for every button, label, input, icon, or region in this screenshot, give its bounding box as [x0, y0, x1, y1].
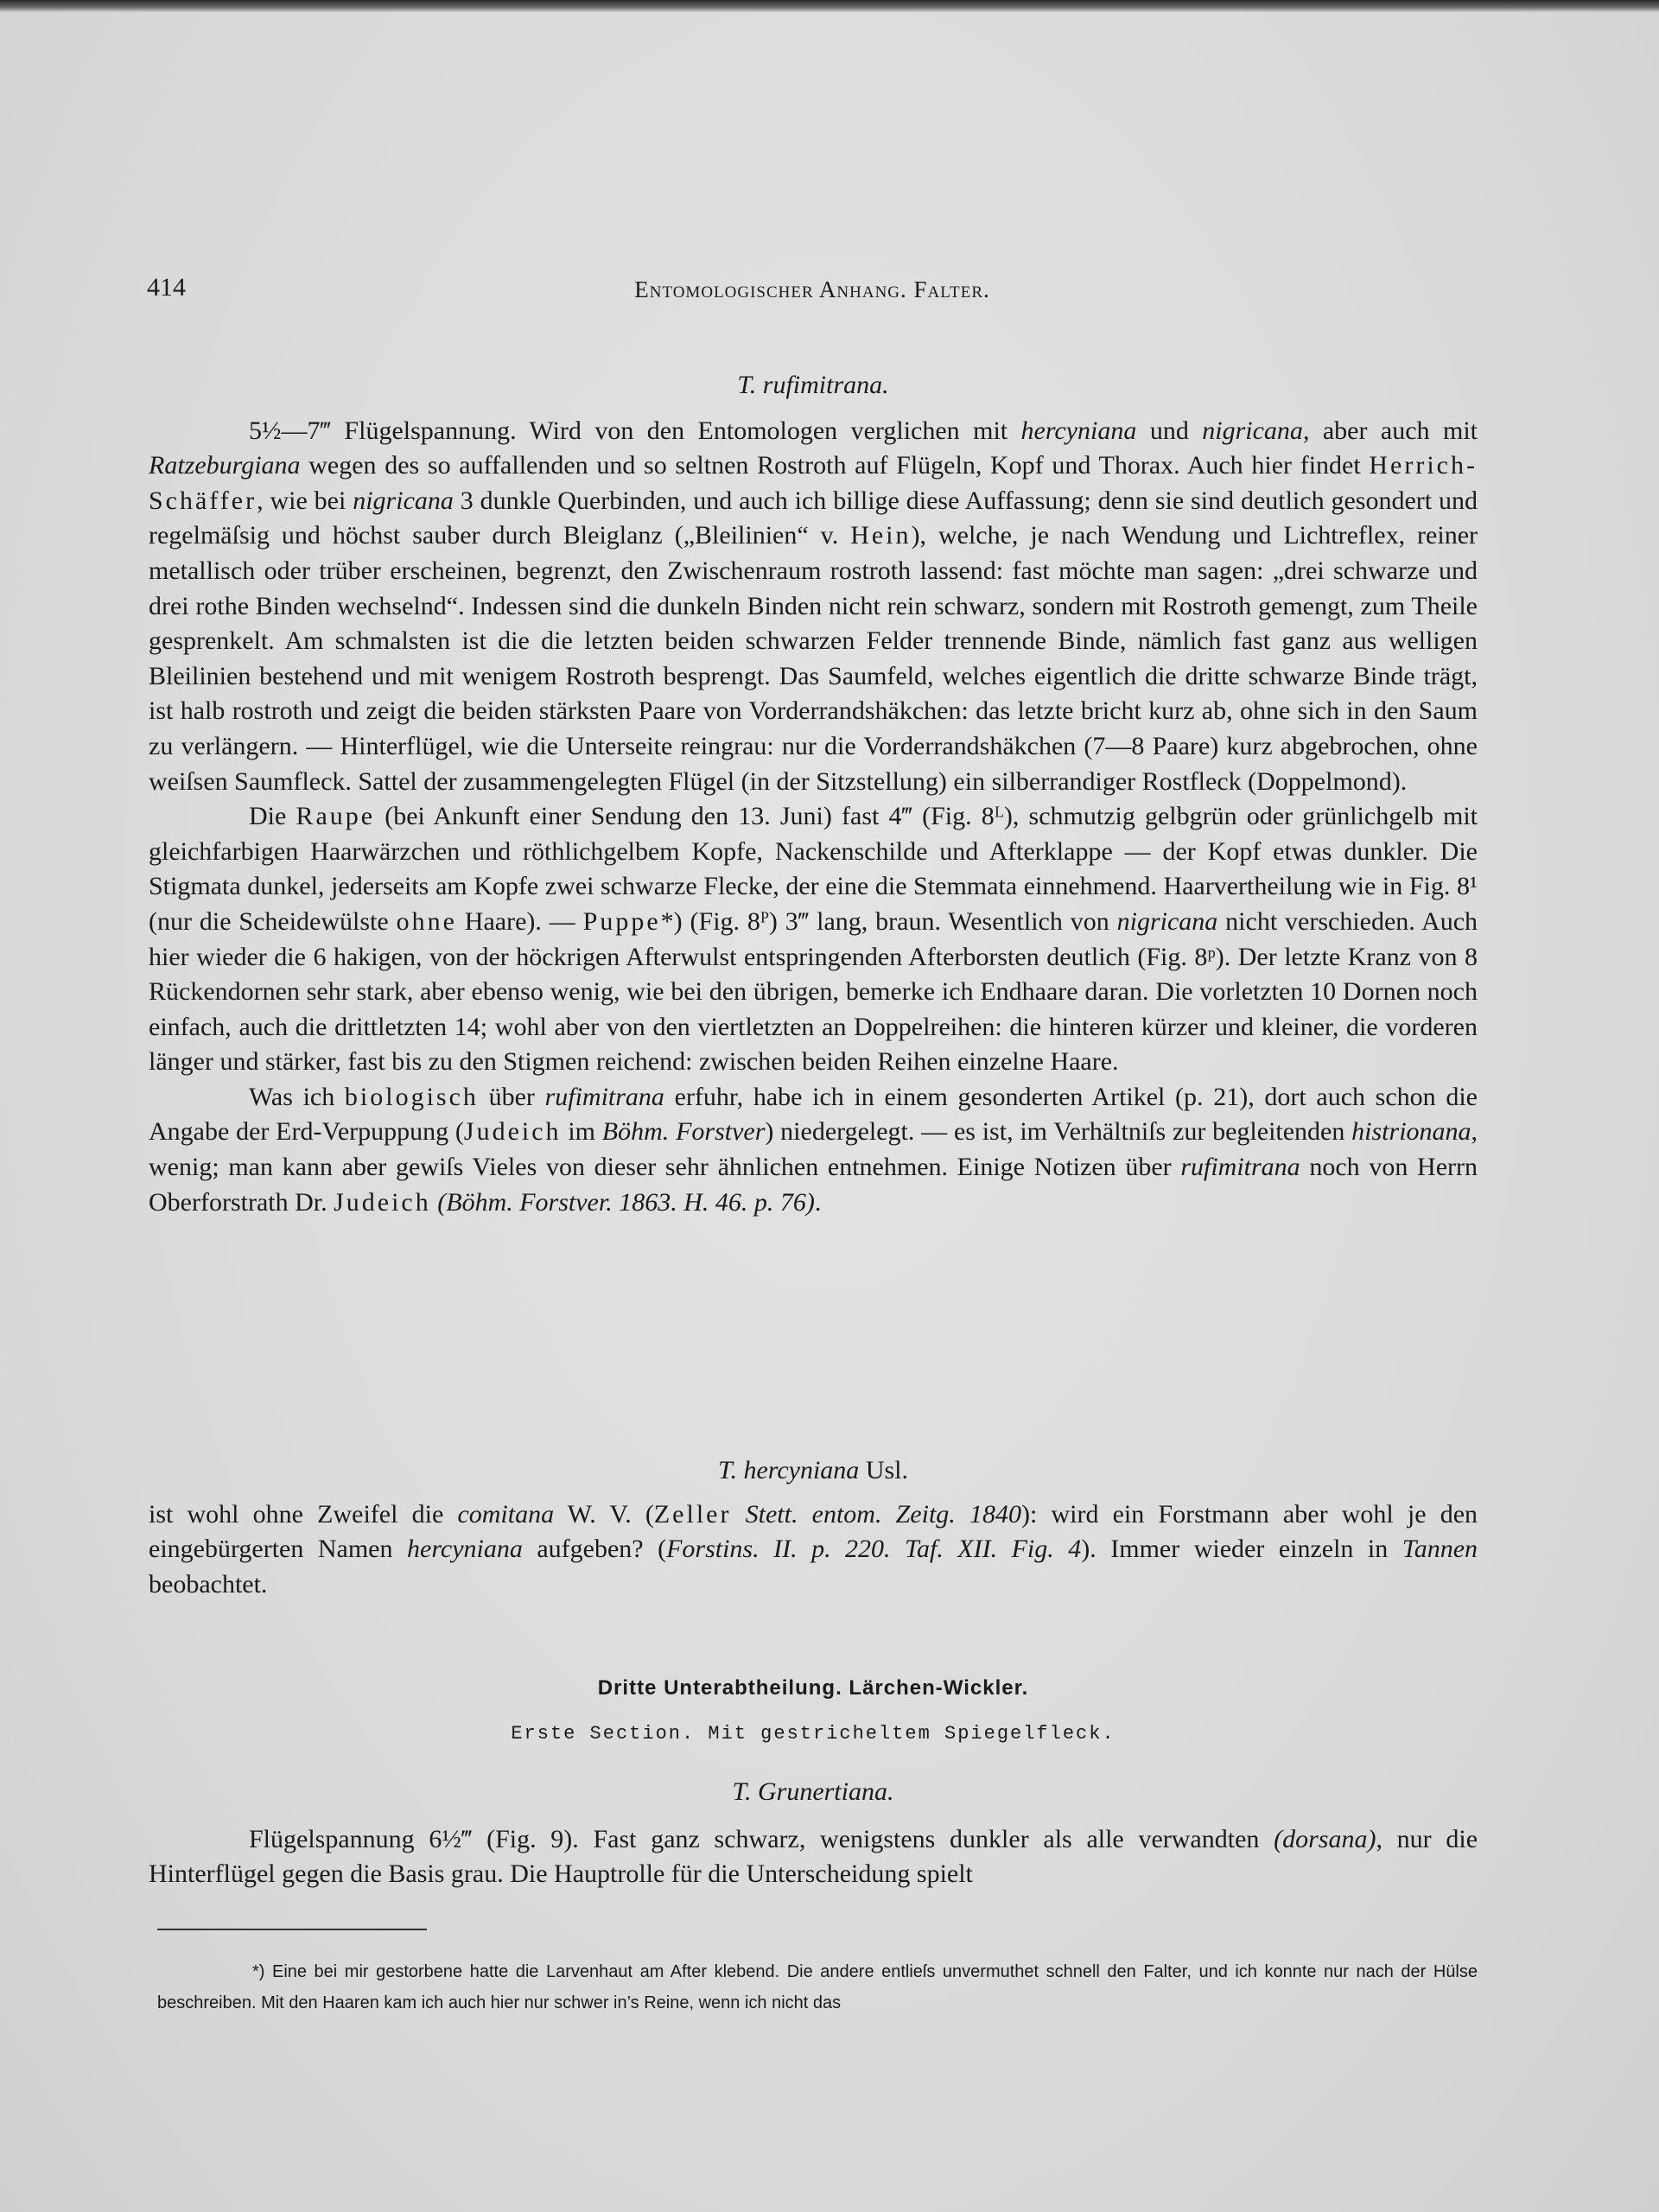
rufimitrana-paragraph-3: Was ich biologisch über rufimitrana erfuhr, habe ich in einem gesonderten Artikel (p. 21), dort auch schon die Angabe der Erd-Verpuppung (Judeich im Böhm. Forstver) niedergelegt. — es ist, im Verhältniſs zur begleitenden histrionana, wenig; man kann aber gewiſs Vieles von dieser sehr ähnlichen entnehmen. Einige Notizen über rufimitrana noch von Herrn Oberforstrath Dr. Judeich (Böhm. Forstver. 1863. H. 46. p. 76).: [149, 1082, 1478, 1217]
footnote: [157, 1956, 1478, 2018]
division-heading: Dritte Unterabtheilung. Lärchen-Wickler.: [597, 1676, 1029, 1700]
section-title-rufimitrana: T. rufimitrana.: [737, 371, 889, 399]
section-title-grunertiana: T. Grunertiana.: [732, 1777, 894, 1806]
division-subheading: Erste Section. Mit gestricheltem Spiegelfleck.: [511, 1723, 1116, 1745]
footnote-rule: [157, 1929, 427, 1930]
book-page: [0, 12, 1659, 2212]
page-number: 414: [147, 273, 186, 302]
section-title-hercyniana: T. hercyniana Usl.: [718, 1456, 908, 1484]
grunertiana-paragraph: Flügelspannung 6½‴ (Fig. 9). Fast ganz schwarz, wenigstens dunkler als alle verwandten (dorsana), nur die Hinterflügel gegen die Basis grau. Die Hauptrolle für die Unterscheidung spielt: [149, 1824, 1478, 1889]
running-title: Entomologischer Anhang. Falter.: [634, 276, 990, 302]
hercyniana-paragraph: ist wohl ohne Zweifel die comitana W. V. (Zeller Stett. entom. Zeitg. 1840): wird ein Forstmann aber wohl je den eingebürgerten Namen hercyniana aufgeben? (Forstins. II. p. 220. Taf. XII. Fig. 4). Immer wieder einzeln in Tannen beobachtet.: [149, 1499, 1478, 1599]
rufimitrana-paragraph-1: 5½—7‴ Flügelspannung. Wird von den Entomologen verglichen mit hercyniana und nigricana, aber auch mit Ratzeburgiana wegen des so auffallenden und so seltnen Rostroth auf Flügeln, Kopf und Thorax. Auch hier findet Herrich-Schäffer, wie bei nigricana 3 dunkle Querbinden, und auch ich billige diese Auffassung; denn sie sind deutlich gesondert und regelmäſsig und höchst sauber durch Bleiglanz („Bleilinien“ v. Hein), welche, je nach Wendung und Lichtreflex, reiner metallisch oder trüber erscheinen, begrenzt, den Zwischenraum rostroth lassend: fast möchte man sagen: „drei schwarze und drei rothe Binden wechselnd“. Indessen sind die dunkeln Binden nicht rein schwarz, sondern mit Rostroth gemengt, zum Theile gesprenkelt. Am schmalsten ist die die letzten beiden schwarzen Felder trennende Binde, nämlich fast ganz aus welligen Bleilinien bestehend und mit wenigem Rostroth besprengt. Das Saumfeld, welches eigentlich die dritte schwarze Binde trägt, ist halb rostroth und zeigt die beiden stärksten Paare von Vorderrandshäkchen: das letzte bricht kurz ab, ohne sich in den Saum zu verlängern. — Hinterflügel, wie die Unterseite reingrau: nur die Vorderrandshäkchen (7—8 Paare) kurz abgebrochen, ohne weiſsen Saumfleck. Sattel der zusammengelegten Flügel (in der Sitzstellung) ein silberrandiger Rostfleck (Doppelmond).: [149, 416, 1478, 796]
rufimitrana-paragraph-2: Die Raupe (bei Ankunft einer Sendung den 13. Juni) fast 4‴ (Fig. 8ᴸ), schmutzig gelbgrün oder grünlichgelb mit gleichfarbigen Haarwärzchen und röthlichgelbem Kopfe, Nackenschilde und Afterklappe — der Kopf etwas dunkler. Die Stigmata dunkel, jederseits am Kopfe zwei schwarze Flecke, der eine die Stemmata einnehmend. Haarvertheilung wie in Fig. 8¹ (nur die Scheidewülste ohne Haare). — Puppe*) (Fig. 8ᴾ) 3‴ lang, braun. Wesentlich von nigricana nicht verschieden. Auch hier wieder die 6 hakigen, von der höckrigen Afterwulst entspringenden Afterborsten deutlich (Fig. 8ᵖ). Der letzte Kranz von 8 Rückendornen sehr stark, aber ebenso wenig, wie bei den übrigen, bemerke ich Endhaare daran. Die vorletzten 10 Dornen noch einfach, auch die drittletzten 14; wohl aber von den viertletzten an Doppelreihen: die hinteren kürzer und kleiner, die vorderen länger und stärker, fast bis zu den Stigmen reichend: zwischen beiden Reihen einzelne Haare.: [149, 802, 1478, 1077]
scan-top-edge: [0, 0, 1659, 12]
page-header: [147, 273, 1478, 308]
section-rufimitrana: [149, 368, 1478, 1220]
section-hercyniana: [149, 1453, 1478, 1602]
section-grunertiana: [149, 1775, 1478, 1892]
footnote-text: *) Eine bei mir gestorbene hatte die Larvenhaut am After klebend. Die andere entlieſs unvermuthet schnell den Falter, und ich konnte nur nach der Hülse beschreiben. Mit den Haaren kam ich auch hier nur schwer in’s Reine, wenn ich nicht das: [157, 1962, 1478, 2012]
